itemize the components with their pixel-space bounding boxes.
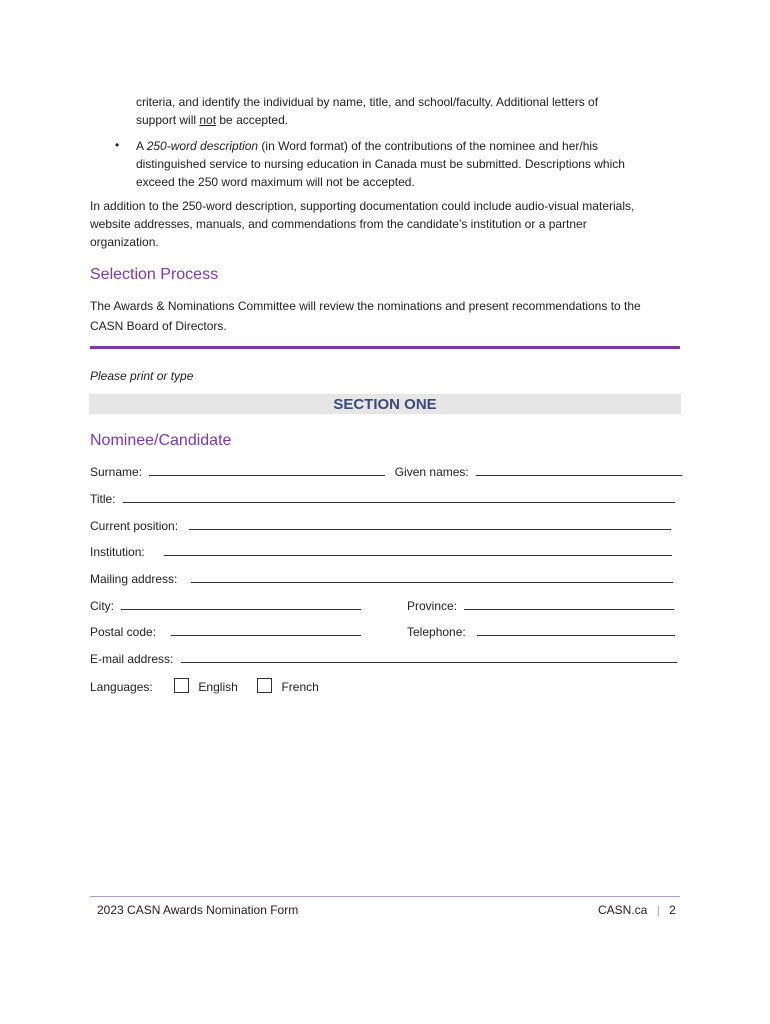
intro-para-2 — [90, 197, 700, 251]
intro-line: organization. — [90, 235, 159, 249]
surname-field[interactable] — [149, 463, 385, 476]
city-row — [90, 597, 361, 613]
section-one-bar — [89, 394, 681, 414]
telephone-row — [407, 623, 675, 639]
english-label: English — [198, 680, 238, 694]
bullet-text: (in Word format) of the contributions of the nominee and her/his — [258, 139, 599, 153]
city-field[interactable] — [121, 597, 361, 610]
institution-field[interactable] — [164, 543, 672, 556]
email-label: E-mail address: — [90, 652, 174, 666]
bullet-line: exceed the 250 word maximum will not be accepted. — [136, 175, 415, 189]
city-label: City: — [90, 599, 114, 613]
surname-label: Surname: — [90, 465, 143, 479]
intro-underline-text: not — [199, 113, 217, 127]
footer-site: CASN.ca — [598, 903, 648, 917]
mailing-address-field[interactable] — [191, 570, 673, 583]
footer-page-number: 2 — [669, 903, 676, 917]
intro-text: be accepted. — [216, 113, 289, 127]
postal-code-field[interactable] — [171, 623, 361, 636]
institution-row — [90, 543, 672, 559]
nominee-heading: Nominee/Candidate — [90, 432, 232, 449]
languages-label: Languages: — [90, 680, 153, 694]
intro-para-1 — [136, 93, 696, 129]
province-field[interactable] — [464, 597, 674, 610]
postal-code-label: Postal code: — [90, 625, 157, 639]
print-note: Please print or type — [90, 369, 194, 383]
title-label: Title: — [90, 492, 116, 506]
bullet-text: A — [136, 139, 147, 153]
telephone-field[interactable] — [477, 623, 675, 636]
province-label: Province: — [407, 599, 458, 613]
given-names-field[interactable] — [476, 463, 682, 476]
current-position-label: Current position: — [90, 519, 179, 533]
intro-line: In addition to the 250-word description, supporting documentation could include audio-visual materials, — [90, 199, 635, 213]
selection-line: CASN Board of Directors. — [90, 319, 227, 333]
bullet-line — [136, 137, 696, 155]
footer-separator: | — [656, 903, 660, 917]
bullet-paragraph — [136, 137, 696, 191]
bullet-italic-text: 250-word description — [146, 139, 259, 153]
email-field[interactable] — [181, 650, 677, 663]
title-field[interactable] — [123, 490, 675, 503]
current-position-field[interactable] — [189, 517, 671, 530]
bullet-icon: • — [115, 138, 120, 152]
selection-process-text — [90, 296, 700, 336]
purple-divider — [90, 346, 680, 349]
intro-line: website addresses, manuals, and commendations from the candidate’s institution or a partner — [90, 217, 587, 231]
surname-row — [90, 463, 682, 479]
selection-process-heading: Selection Process — [90, 266, 219, 283]
institution-label: Institution: — [90, 545, 145, 559]
intro-text: support will — [136, 113, 200, 127]
french-checkbox[interactable] — [257, 678, 272, 693]
mailing-address-row — [90, 570, 673, 586]
current-position-row — [90, 517, 671, 533]
footer-right — [598, 903, 676, 917]
footer-divider — [90, 896, 680, 897]
given-names-label: Given names: — [394, 465, 469, 479]
bullet-line: distinguished service to nursing education in Canada must be submitted. Descriptions which — [136, 157, 625, 171]
province-row — [407, 597, 674, 613]
email-row — [90, 650, 677, 666]
title-row — [90, 490, 675, 506]
languages-row — [90, 678, 319, 694]
intro-line: criteria, and identify the individual by name, title, and school/faculty. Additional letters of — [136, 95, 599, 109]
french-label: French — [281, 680, 319, 694]
telephone-label: Telephone: — [407, 625, 466, 639]
selection-line: The Awards & Nominations Committee will review the nominations and present recommendations to the — [90, 299, 641, 313]
postal-code-row — [90, 623, 361, 639]
section-one-title: SECTION ONE — [333, 396, 437, 413]
english-checkbox[interactable] — [174, 678, 189, 693]
footer-title: 2023 CASN Awards Nomination Form — [97, 903, 299, 917]
intro-line — [136, 111, 696, 129]
mailing-address-label: Mailing address: — [90, 572, 178, 586]
